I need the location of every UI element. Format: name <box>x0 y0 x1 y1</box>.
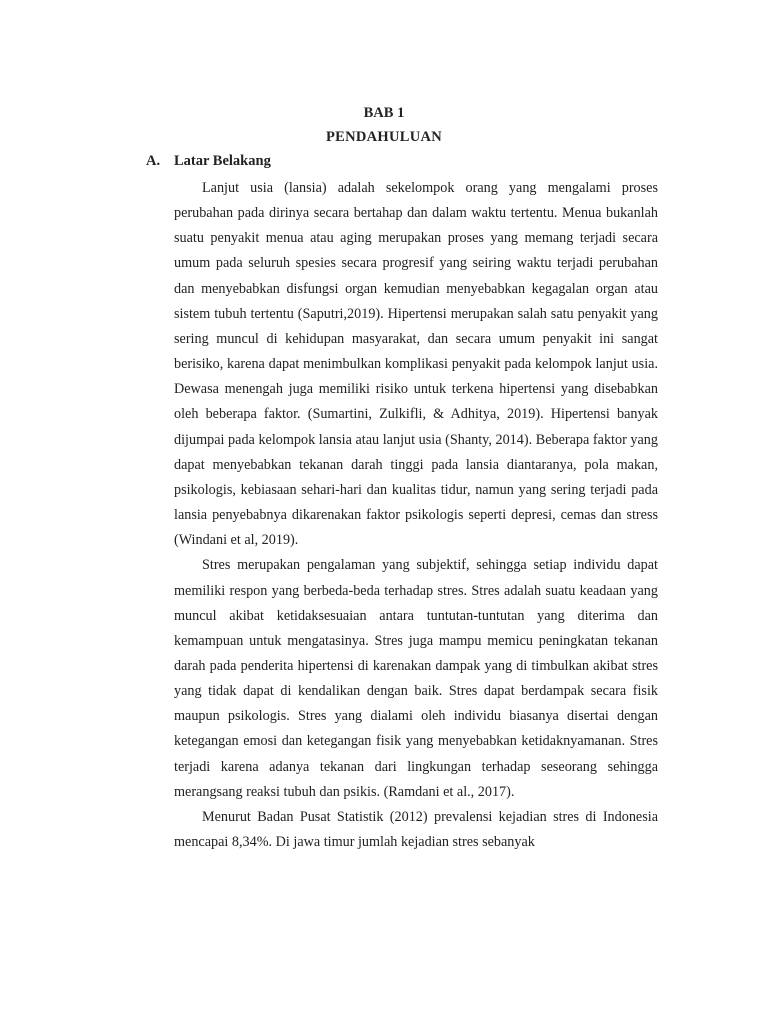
paragraph-1: Lanjut usia (lansia) adalah sekelompok orang yang mengalami proses perubahan pada dirinya secara bertahap dan dalam waktu tertentu. Menua bukanlah suatu penyakit menua atau aging merupakan proses yang memang terjadi secara umum pada seluruh spesies secara progresif yang seiring waktu terjadi perubahan dan menyebabkan disfungsi organ kemudian menyebabkan kegagalan organ atau sistem tubuh tertentu (Saputri,2019). Hipertensi merupakan salah satu penyakit yang sering muncul di kehidupan masyarakat, dan secara umum penyakit ini sangat berisiko, karena dapat menimbulkan komplikasi penyakit pada kelompok lanjut usia. Dewasa menengah juga memiliki risiko untuk terkena hipertensi yang disebabkan oleh beberapa faktor. (Sumartini, Zulkifli, & Adhitya, 2019). Hipertensi banyak dijumpai pada kelompok lansia atau lanjut usia (Shanty, 2014). Beberapa faktor yang dapat menyebabkan tekanan darah tinggi pada lansia diantaranya, pola makan, psikologis, kebiasaan sehari-hari dan kualitas tidur, namun yang sering terjadi pada lansia penyebabnya dikarenakan faktor psikologis seperti depresi, cemas dan stress (Windani et al, 2019). <box>174 180 658 549</box>
paragraph-2: Stres merupakan pengalaman yang subjektif, sehingga setiap individu dapat memiliki respon yang berbeda-beda terhadap stres. Stres adalah suatu keadaan yang muncul akibat ketidaksesuaian antara tuntutan-tuntutan yang diterima dan kemampuan untuk mengatasinya. Stres juga mampu memicu peningkatan tekanan darah pada penderita hipertensi di karenakan dampak yang di timbulkan akibat stres yang tidak dapat di kendalikan dengan baik. Stres dapat berdampak secara fisik maupun psikologis. Stres yang dialami oleh individu biasanya disertai dengan ketegangan emosi dan ketegangan fisik yang menyebabkan ketidaknyamanan. Stres terjadi karena adanya tekanan dari lingkungan terhadap seseorang sehingga merangsang reaksi tubuh dan psikis. (Ramdani et al., 2017). <box>174 557 658 800</box>
body-text <box>174 176 658 855</box>
chapter-label: BAB 1 <box>363 105 405 121</box>
section-heading <box>146 152 271 170</box>
section-number: A. <box>146 153 161 169</box>
section-title: Latar Belakang <box>174 153 271 169</box>
chapter-title: PENDAHULUAN <box>325 129 443 145</box>
paragraph-3: Menurut Badan Pusat Statistik (2012) prevalensi kejadian stres di Indonesia mencapai 8,34%. Di jawa timur jumlah kejadian stres sebanyak <box>174 808 658 851</box>
